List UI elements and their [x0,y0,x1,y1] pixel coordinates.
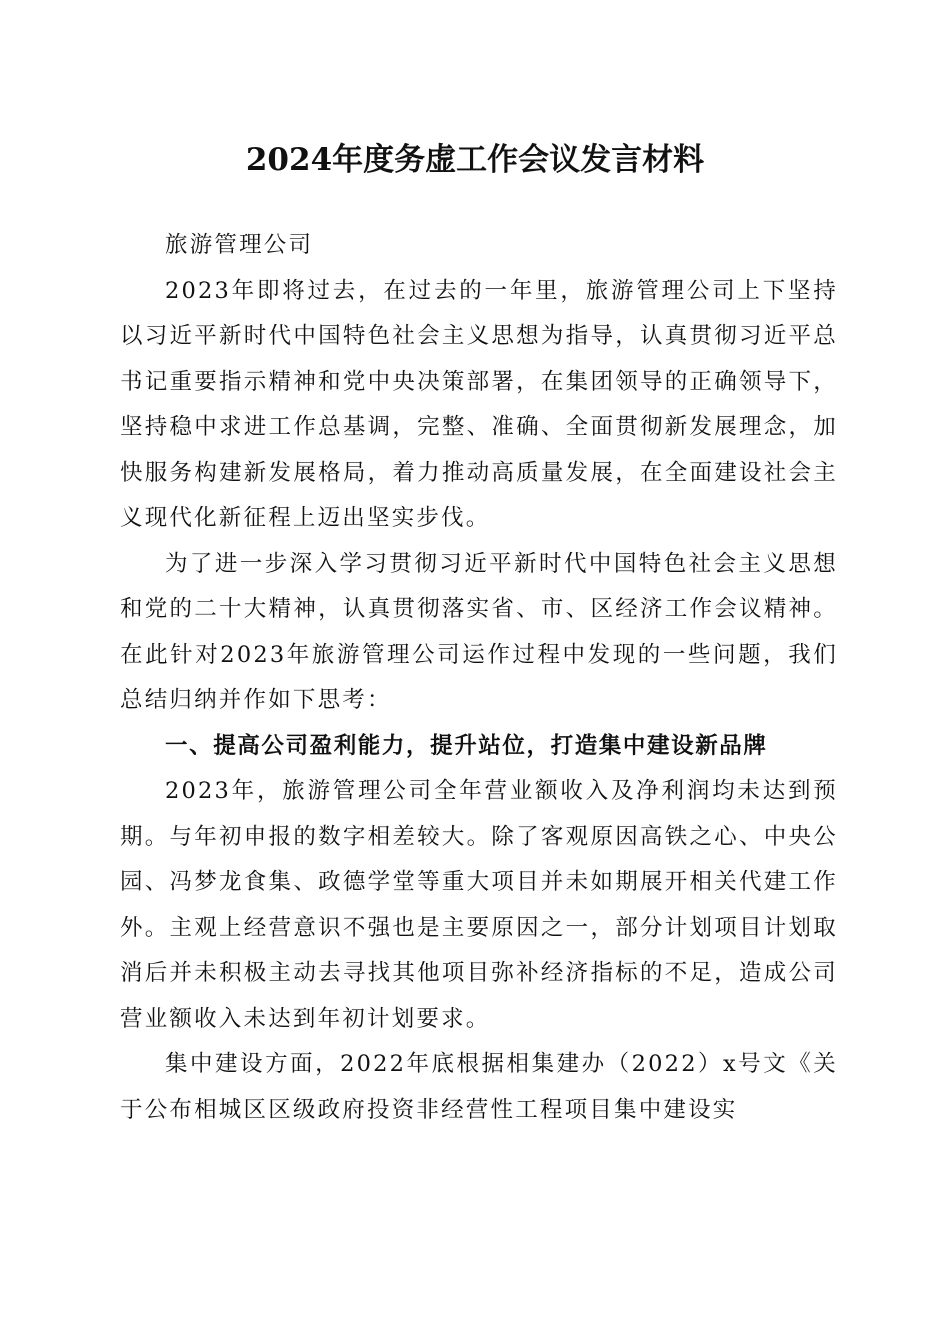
section-heading-1: 一、提高公司盈利能力，提升站位，打造集中建设新品牌 [165,732,768,759]
document-title: 2024年度务虚工作会议发言材料 [245,142,705,178]
paragraph-purpose: 为了进一步深入学习贯彻习近平新时代中国特色社会主义思想和党的二十大精神，认真贯彻落实省、市、区经济工作会议精神。在此针对2023年旅游管理公司运作过程中发现的一些问题，我们总结归纳并作如下思考： [120,550,838,713]
section1-paragraph-revenue: 2023年，旅游管理公司全年营业额收入及净利润均未达到预期。与年初申报的数字相差较大。除了客观原因高铁之心、中央公园、冯梦龙食集、政德学堂等重大项目并未如期展开相关代建工作外。主观上经营意识不强也是主要原因之一，部分计划项目计划取消后并未积极主动去寻找其他项目弥补经济指标的不足，造成公司营业额收入未达到年初计划要求。 [120,778,838,1032]
organization-name: 旅游管理公司 [165,232,314,258]
document-body [120,223,838,1133]
paragraph-intro: 2023年即将过去，在过去的一年里，旅游管理公司上下坚持以习近平新时代中国特色社会主义思想为指导，认真贯彻习近平总书记重要指示精神和党中央决策部署，在集团领导的正确领导下，坚持稳中求进工作总基调，完整、准确、全面贯彻新发展理念，加快服务构建新发展格局，着力推动高质量发展，在全面建设社会主义现代化新征程上迈出坚实步伐。 [120,277,838,531]
section1-paragraph-construction: 集中建设方面，2022年底根据相集建办（2022）x号文《关于公布相城区区级政府投资非经营性工程项目集中建设实 [120,1051,838,1123]
